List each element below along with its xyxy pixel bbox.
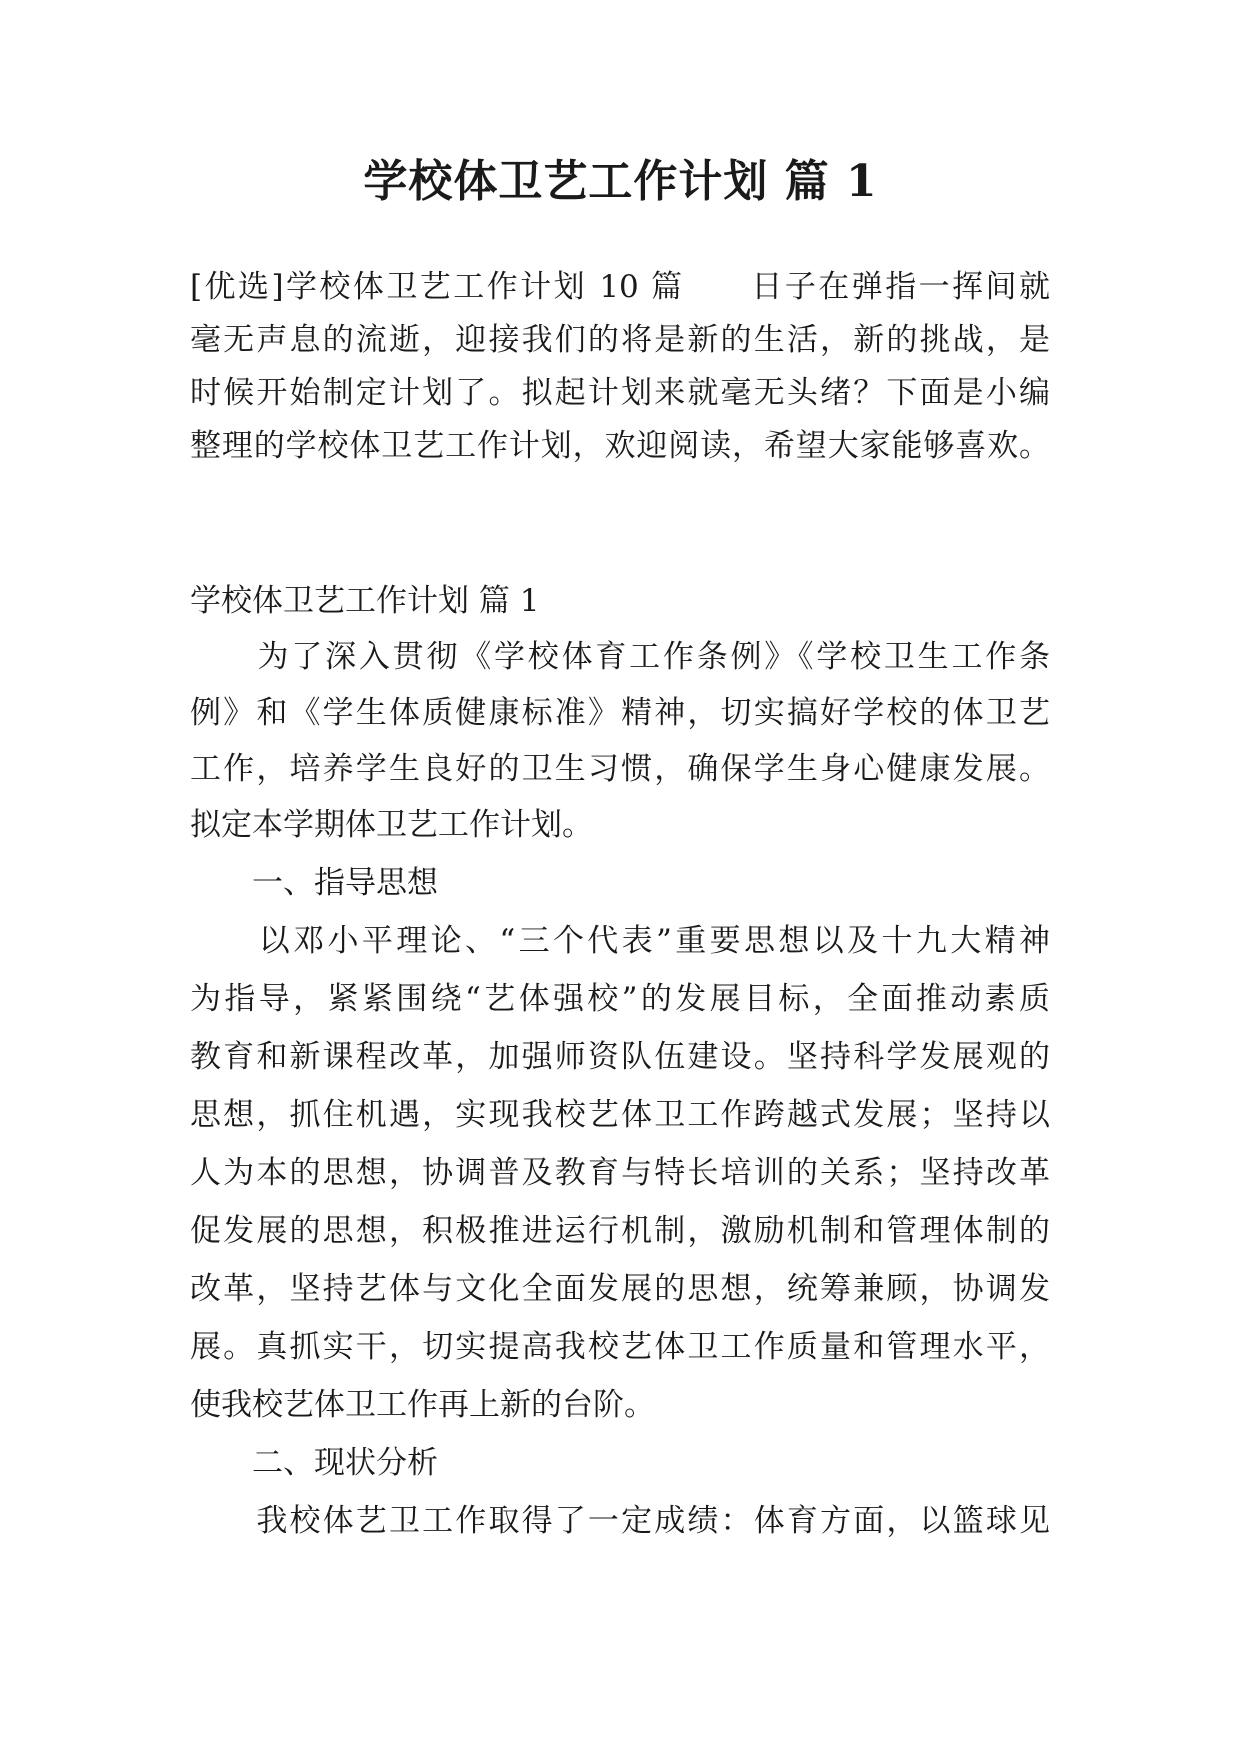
intro-line: 毫无声息的流逝，迎接我们的将是新的生活，新的挑战，是 (190, 322, 1050, 358)
body-line: 为了深入贯彻《学校体育工作条例》《学校卫生工作条 (190, 639, 1050, 675)
body-line: 思想，抓住机遇，实现我校艺体卫工作跨越式发展；坚持以 (190, 1097, 1050, 1133)
body-line: 工作，培养学生良好的卫生习惯，确保学生身心健康发展。 (190, 751, 1050, 787)
intro-line: 整理的学校体卫艺工作计划，欢迎阅读，希望大家能够喜欢。 (190, 428, 1050, 464)
subheading-guiding-ideology: 一、指导思想 (190, 865, 438, 901)
page-title: 学校体卫艺工作计划 篇 1 (363, 156, 878, 207)
body-line: 教育和新课程改革，加强师资队伍建设。坚持科学发展观的 (190, 1039, 1050, 1075)
subheading-status-analysis: 二、现状分析 (190, 1445, 438, 1481)
body-line: 促发展的思想，积极推进运行机制，激励机制和管理体制的 (190, 1213, 1050, 1249)
intro-line: 时候开始制定计划了。拟起计划来就毫无头绪？下面是小编 (190, 375, 1050, 411)
body-line: 拟定本学期体卫艺工作计划。 (190, 807, 593, 843)
body-line: 展。真抓实干，切实提高我校艺体卫工作质量和管理水平， (190, 1329, 1050, 1365)
body-line: 为指导，紧紧围绕“艺体强校”的发展目标，全面推动素质 (190, 981, 1050, 1017)
body-line: 我校体艺卫工作取得了一定成绩：体育方面，以篮球见 (190, 1503, 1050, 1539)
body-line: 使我校艺体卫工作再上新的台阶。 (190, 1387, 655, 1423)
body-line: 例》和《学生体质健康标准》精神，切实搞好学校的体卫艺 (190, 695, 1050, 731)
section-heading: 学校体卫艺工作计划 篇 1 (190, 583, 540, 619)
body-line: 以邓小平理论、“三个代表”重要思想以及十九大精神 (190, 923, 1050, 959)
body-line: 改革，坚持艺体与文化全面发展的思想，统筹兼顾，协调发 (190, 1271, 1050, 1307)
intro-line: [优选]学校体卫艺工作计划 10 篇 日子在弹指一挥间就 (190, 269, 1050, 305)
body-line: 人为本的思想，协调普及教育与特长培训的关系；坚持改革 (190, 1155, 1050, 1191)
